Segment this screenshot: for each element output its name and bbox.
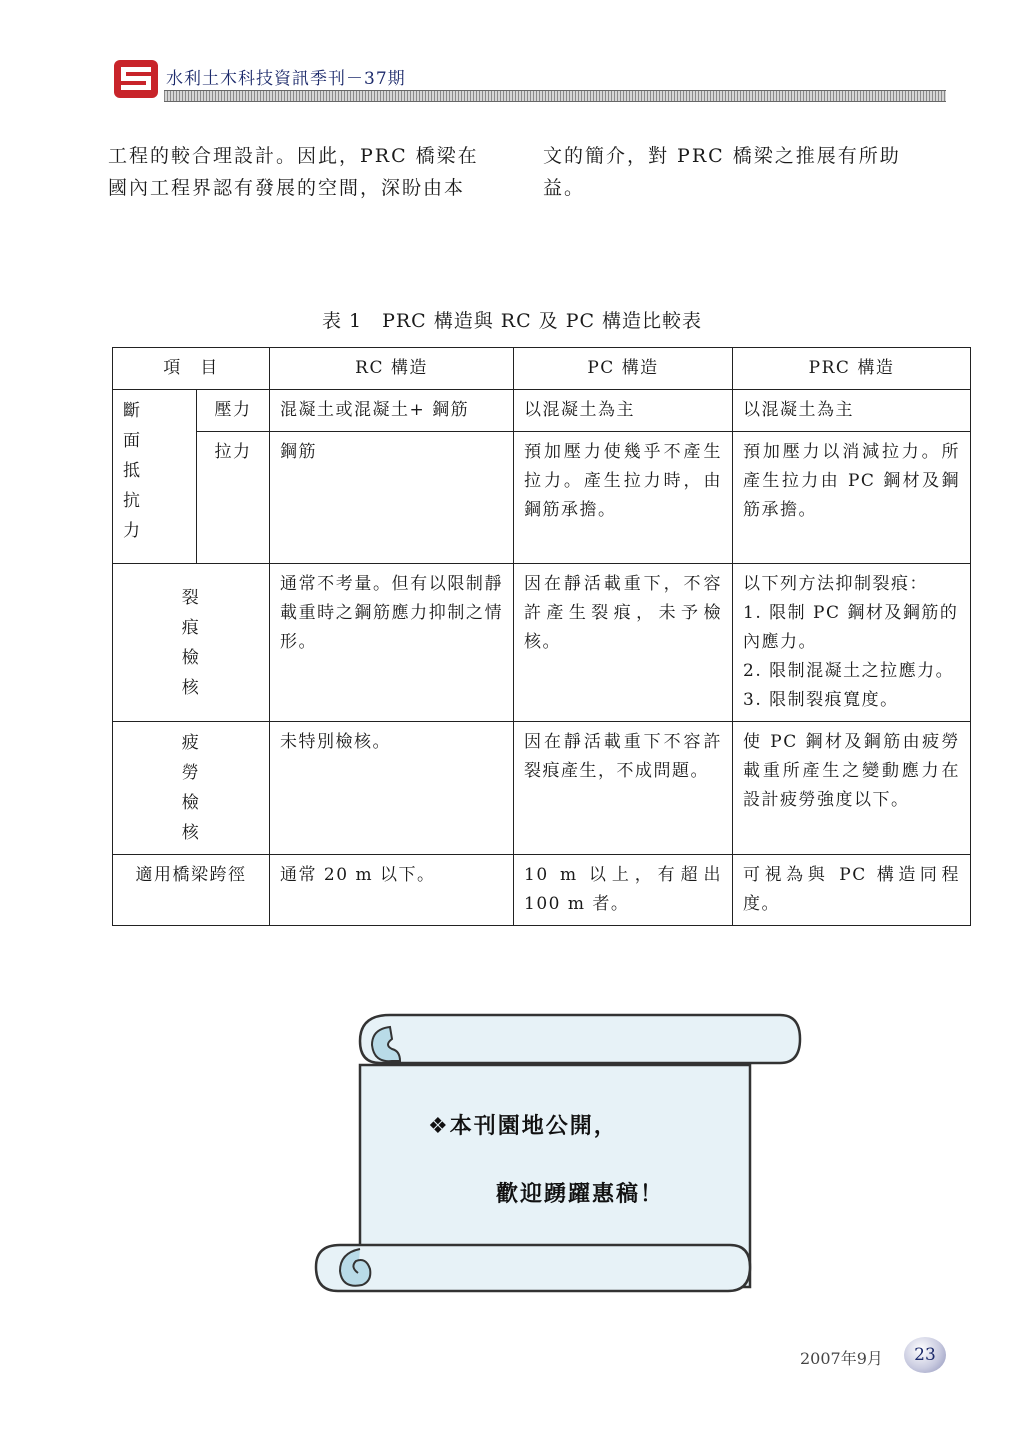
tension-pc: 預加壓力使幾乎不產生拉力。產生拉力時，由鋼筋承擔。	[514, 432, 733, 564]
intro-line: 益。	[543, 177, 586, 199]
crack-check-rc: 通常不考量。但有以限制靜載重時之鋼筋應力抑制之情形。	[270, 564, 514, 722]
intro-right-column	[543, 140, 943, 204]
intro-line: 文的簡介，對 PRC 橋梁之推展有所助	[543, 145, 901, 167]
compression-prc: 以混凝土為主	[733, 390, 971, 432]
header-prc: PRC 構造	[733, 348, 971, 390]
span-pc: 10 m 以上，有超出 100 m 者。	[514, 855, 733, 926]
intro-line: 工程的較合理設計。因此，PRC 橋梁在	[108, 145, 479, 167]
notice-scroll	[300, 1005, 820, 1315]
fatigue-check-prc: 使 PC 鋼材及鋼筋由疲勞載重所產生之變動應力在設計疲勞強度以下。	[733, 722, 971, 855]
span-prc: 可視為與 PC 構造同程度。	[733, 855, 971, 926]
crack-check-label: 裂 痕 檢 核	[113, 564, 270, 722]
notice-line-1: ❖本刊園地公開，	[428, 1114, 618, 1139]
footer-date: 2007年9月	[800, 1349, 883, 1368]
tension-rc: 鋼筋	[270, 432, 514, 564]
notice-line-2: 歡迎踴躍惠稿！	[496, 1182, 665, 1207]
tension-prc: 預加壓力以消減拉力。所產生拉力由 PC 鋼材及鋼筋承擔。	[733, 432, 971, 564]
intro-line: 國內工程界認有發展的空間，深盼由本	[108, 177, 466, 199]
journal-logo-icon	[112, 58, 160, 100]
table-row	[113, 722, 971, 855]
table-row	[113, 855, 971, 926]
crack-check-prc	[733, 564, 971, 722]
fatigue-check-label: 疲 勞 檢 核	[113, 722, 270, 855]
page-header	[112, 58, 946, 104]
table-caption: 表 1 PRC 構造與 RC 及 PC 構造比較表	[321, 310, 703, 332]
crack-prc-item: 1. 限制 PC 鋼材及鋼筋的內應力。	[743, 603, 959, 652]
span-label: 適用橋梁跨徑	[113, 855, 270, 926]
table-row	[113, 432, 971, 564]
journal-title: 水利土木科技資訊季刊－37期	[166, 69, 406, 89]
header-item: 項 目	[113, 348, 270, 390]
comparison-table	[112, 347, 971, 926]
crack-prc-intro: 以下列方法抑制裂痕：	[743, 574, 928, 594]
tension-label: 拉力	[197, 432, 270, 564]
span-rc: 通常 20 m 以下。	[270, 855, 514, 926]
intro-left-column	[108, 140, 508, 204]
scroll-shape-icon	[300, 1005, 820, 1315]
page-number-badge: 23	[904, 1337, 946, 1373]
crack-check-pc: 因在靜活載重下，不容許產生裂痕，未予檢核。	[514, 564, 733, 722]
compression-label: 壓力	[197, 390, 270, 432]
table-header-row	[113, 348, 971, 390]
compression-pc: 以混凝土為主	[514, 390, 733, 432]
compression-rc: 混凝土或混凝土+ 鋼筋	[270, 390, 514, 432]
header-pc: PC 構造	[514, 348, 733, 390]
crack-prc-item: 3. 限制裂痕寬度。	[743, 690, 899, 710]
table-row	[113, 390, 971, 432]
fatigue-check-rc: 未特別檢核。	[270, 722, 514, 855]
header-rc: RC 構造	[270, 348, 514, 390]
crack-prc-item: 2. 限制混凝土之拉應力。	[743, 661, 955, 681]
table-row	[113, 564, 971, 722]
header-rule	[164, 90, 946, 102]
section-resistance-label: 斷 面 抵 抗 力	[113, 390, 197, 564]
fatigue-check-pc: 因在靜活載重下不容許裂痕產生，不成問題。	[514, 722, 733, 855]
